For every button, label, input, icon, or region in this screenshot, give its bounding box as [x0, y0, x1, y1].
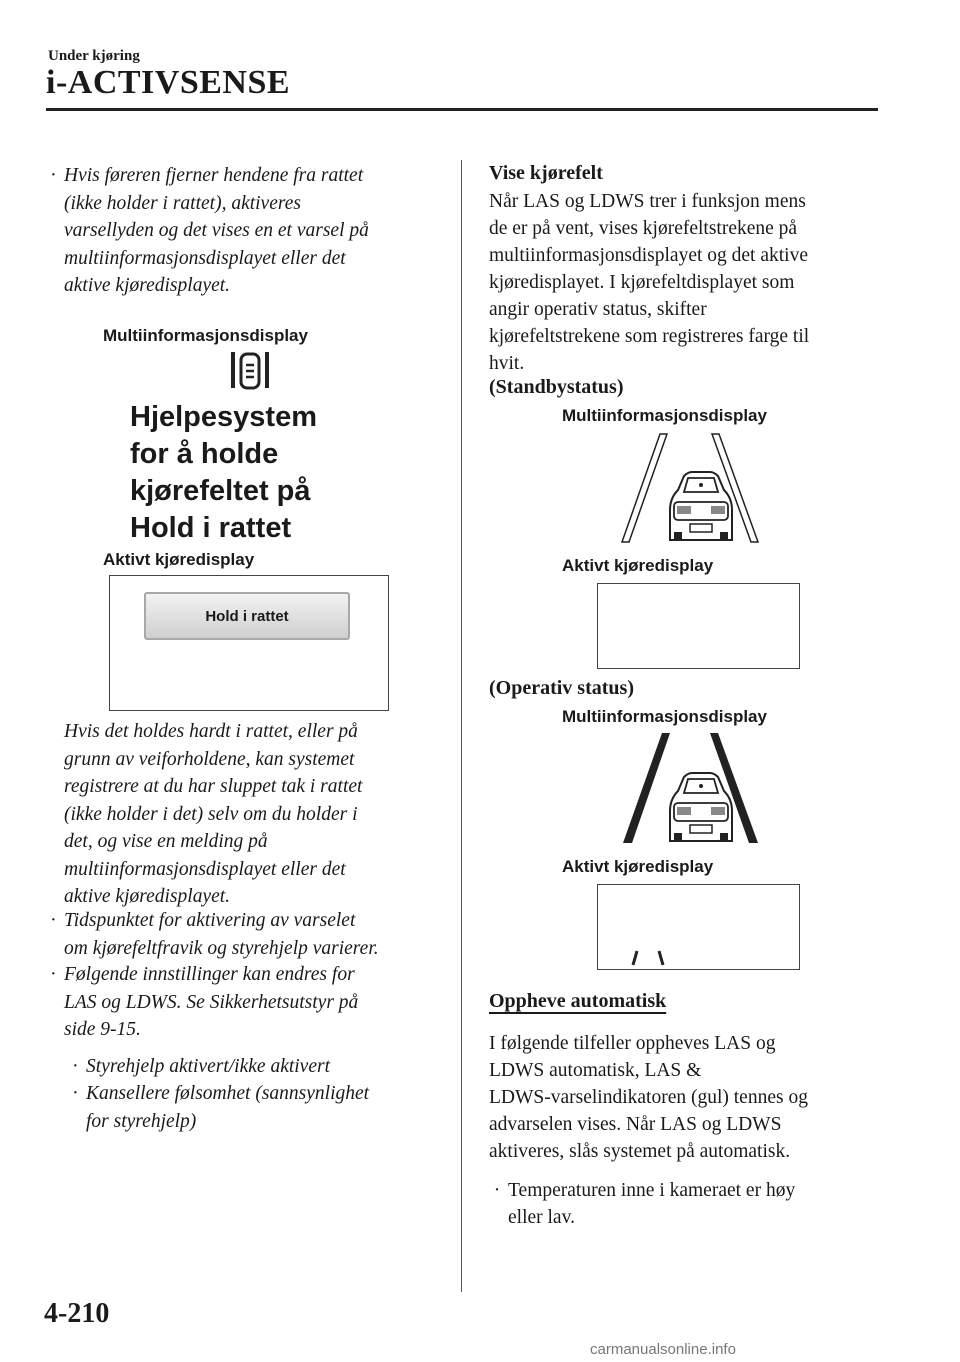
- operative-title: (Operativ status): [489, 677, 634, 699]
- car-lane-solid-icon: [600, 729, 780, 849]
- section-title: Under kjøring: [48, 48, 140, 64]
- paragraph-lane-display: Når LAS og LDWS trer i funksjon mens de er på vent, vises kjørefeltstrekene på multiinformasjonsdisplayet og det aktive kjøredisplayet. I kjørefeltdisplayet som angir operativ status, skifter kjørefeltstrekene som registreres farge til hvit.: [489, 191, 810, 374]
- bullet-camera-temperature: · Temperaturen inne i kameraet er høy eller lav.: [493, 1180, 796, 1228]
- ad-lane-marks-icon: [628, 949, 668, 969]
- sub-bullet-steering: · Styrehjelp aktivert/ikke aktivert: [72, 1056, 330, 1077]
- standby-title: (Standbystatus): [489, 376, 624, 398]
- mid-warning-message: Hjelpesystem for å holde kjørefeltet på Hold i rattet: [130, 401, 317, 544]
- bullet-settings: · Følgende innstillinger kan endres for LAS og LDWS. Se Sikkerhetsutstyr på side 9-15.: [50, 964, 359, 1040]
- paragraph-auto-cancel: I følgende tilfeller oppheves LAS og LDWS automatisk, LAS & LDWS-varselindikatoren (gul) tennes og advarselen vises. Når LAS og LDWS aktiveres, slås systemet på automatisk.: [489, 1033, 808, 1162]
- bullet-timing: · Tidspunktet for aktivering av varselet om kjørefeltfravik og styrehjelp varierer.: [50, 910, 379, 959]
- standby-ad-label: Aktivt kjøredisplay: [562, 556, 714, 575]
- paragraph-hard-grip: Hvis det holdes hardt i rattet, eller på grunn av veiforholdene, kan systemet registrere at du har sluppet tak i rattet (ikke holder i det) selv om du holder i det, og vise en melding på multiinformasjonsdisplayet eller det aktive kjøredisplayet.: [64, 721, 363, 907]
- bullet-hands-off: · Hvis føreren fjerner hendene fra rattet (ikke holder i rattet), aktiveres varsellyden og det vises en et varsel på multiinformasjonsdisplayet eller det aktive kjøredisplayet.: [50, 165, 369, 296]
- ad-label: Aktivt kjøredisplay: [103, 550, 255, 569]
- hands-on-wheel-warning-icon: [229, 350, 271, 392]
- page-number: 4-210: [44, 1298, 110, 1329]
- header-rule: [46, 108, 878, 111]
- watermark: carmanualsonline.info: [590, 1341, 736, 1358]
- operative-active-driving-display: [597, 884, 800, 970]
- column-divider: [461, 160, 462, 1292]
- operative-mid-label: Multiinformasjonsdisplay: [562, 707, 767, 726]
- operative-ad-label: Aktivt kjøredisplay: [562, 857, 714, 876]
- heading-lane-display: Vise kjørefelt: [489, 162, 603, 184]
- ad-warning-pill: Hold i rattet: [144, 592, 350, 640]
- standby-active-driving-display: [597, 583, 800, 669]
- sub-bullet-sensitivity: · Kansellere følsomhet (sannsynlighet for styrehjelp): [72, 1083, 370, 1132]
- car-lane-outline-icon: [600, 428, 780, 548]
- mid-label: Multiinformasjonsdisplay: [103, 326, 308, 345]
- standby-mid-label: Multiinformasjonsdisplay: [562, 406, 767, 425]
- heading-auto-cancel: Oppheve automatisk: [489, 990, 667, 1012]
- chapter-title: i-ACTIVSENSE: [46, 64, 291, 101]
